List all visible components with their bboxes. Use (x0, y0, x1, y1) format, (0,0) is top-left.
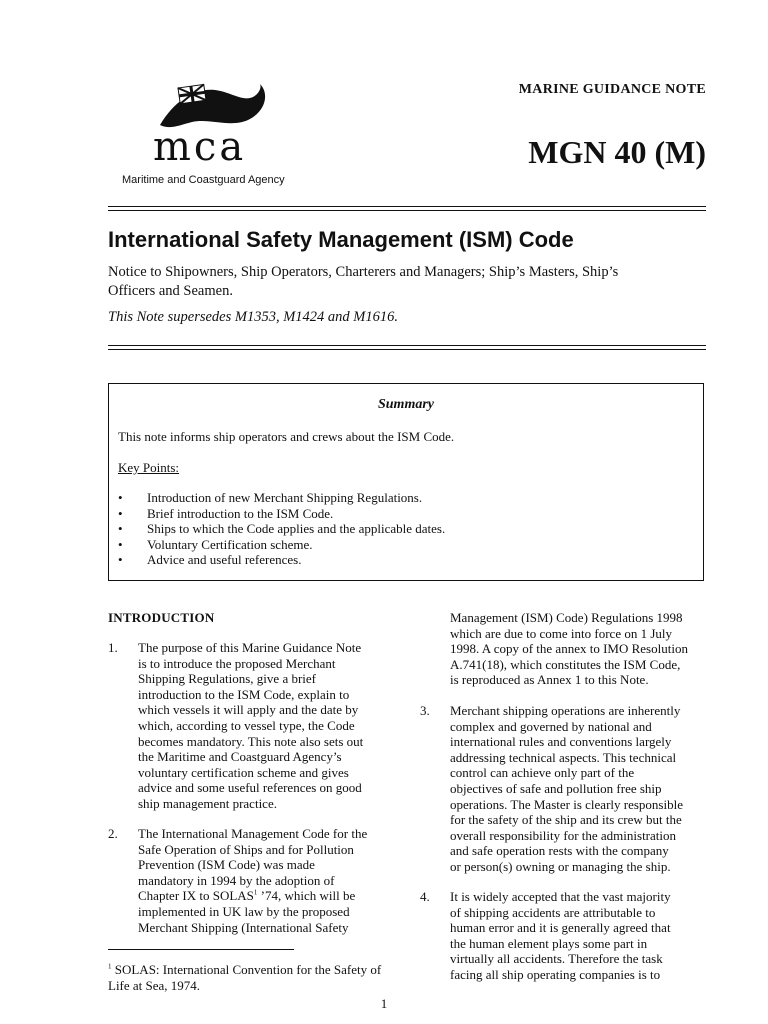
text-line: which are due to come into force on 1 July (450, 625, 673, 641)
paragraph-text (450, 610, 708, 688)
text-fragment: ’74, which will be (257, 888, 356, 904)
key-point-text: Advice and useful references. (147, 552, 302, 567)
text-line: It is widely accepted that the vast majority (450, 889, 671, 904)
key-point-text: Introduction of new Merchant Shipping Regulations. (147, 490, 423, 505)
text-line: becomes mandatory. This note also sets out (138, 733, 364, 749)
section-divider (108, 345, 706, 346)
page-number: 1 (380, 996, 388, 1011)
list-item (118, 506, 445, 522)
paragraph-number: 2. (108, 826, 118, 841)
text-line: which vessels it will apply and the date by (138, 702, 359, 718)
supersedes-note: This Note supersedes M1353, M1424 and M1616. (108, 309, 398, 325)
text-line: international rules and conventions largely (450, 734, 672, 750)
text-line: The International Management Code for the (138, 826, 368, 841)
text-line: Safe Operation of Ships and for Pollution (138, 841, 354, 857)
text-line: for the safety of the ship and its crew but the (450, 812, 682, 828)
text-line: objectives of safe and pollution free ship (450, 780, 662, 796)
text-line: Merchant shipping operations are inherently (450, 703, 681, 718)
bullet: • (118, 552, 123, 567)
bullet: • (118, 490, 123, 505)
summary-box (108, 383, 704, 581)
text-line: operations. The Master is clearly responsible (450, 796, 683, 812)
key-points-label: Key Points: (118, 460, 180, 475)
key-point-text: Ships to which the Code applies and the applicable dates. (147, 521, 446, 536)
logo-wordmark: mca (153, 124, 247, 170)
section-heading: INTRODUCTION (108, 610, 215, 625)
text-line: mandatory in 1994 by the adoption of (138, 872, 335, 888)
mca-logo (120, 80, 320, 192)
text-line: and safe operation rests with the company (450, 843, 669, 859)
text-line: of shipping accidents are attributable to (450, 904, 656, 920)
header-divider (108, 210, 706, 211)
text-line: virtually all accidents. Therefore the task (450, 951, 663, 967)
summary-title: Summary (377, 397, 434, 412)
bullet: • (118, 505, 123, 521)
text-line: is reproduced as Annex 1 to this Note. (450, 672, 649, 688)
header-divider (108, 206, 706, 207)
key-point-text: Voluntary Certification scheme. (147, 536, 313, 552)
section-divider (108, 349, 706, 350)
text-line: is to introduce the proposed Merchant (138, 655, 336, 671)
document-number: MGN 40 (M) (528, 134, 706, 170)
list-item (118, 552, 445, 568)
text-line: Management (ISM) Code) Regulations 1998 (450, 610, 683, 625)
footnote-divider (108, 949, 294, 950)
text-line: control can achieve only part of the (450, 765, 635, 781)
summary-intro: This note informs ship operators and crews about the ISM Code. (118, 429, 455, 444)
text-line: Shipping Regulations, give a brief (138, 671, 317, 687)
text-fragment: Chapter IX to SOLAS (138, 888, 254, 904)
text-line: advice and some useful references on good (138, 780, 362, 796)
text-line: complex and governed by national and (450, 718, 652, 734)
text-line: the Maritime and Coastguard Agency’s (138, 749, 342, 765)
text-line: voluntary certification scheme and gives (138, 764, 349, 780)
page-title: International Safety Management (ISM) Code (108, 227, 574, 252)
key-point-text: Brief introduction to the ISM Code. (147, 505, 334, 521)
text-line (138, 888, 396, 904)
paragraph-text (450, 703, 708, 875)
footnote-marker: 1 (253, 889, 258, 898)
text-line: implemented in UK law by the proposed (138, 903, 350, 919)
agency-name: Maritime and Coastguard Agency (122, 174, 285, 186)
paragraph-number: 3. (420, 703, 430, 718)
text-line: 1998. A copy of the annex to IMO Resolution (450, 641, 688, 657)
footnote-marker: 1 (108, 962, 112, 971)
list-item (118, 490, 445, 506)
bullet: • (118, 521, 123, 536)
key-points-list (118, 490, 445, 568)
text-line: facing all ship operating companies is to (450, 966, 661, 982)
footnote-text: SOLAS: International Convention for the Safety of Life at Sea, 1974. (108, 962, 382, 993)
paragraph-number: 4. (420, 889, 430, 904)
text-line: human error and it is generally agreed that (450, 920, 671, 936)
text-line: Merchant Shipping (International Safety (138, 919, 349, 935)
text-line: the human element plays some part in (450, 935, 648, 951)
notice-audience: Notice to Shipowners, Ship Operators, Charterers and Managers; Ship’s Masters, Ship’s Officers and Seamen. (108, 264, 619, 299)
paragraph-text (138, 826, 396, 935)
footnote (108, 962, 398, 994)
text-line: The purpose of this Marine Guidance Note (138, 640, 362, 655)
text-line: ship management practice. (138, 795, 277, 811)
text-line: overall responsibility for the administration (450, 827, 677, 843)
paragraph-text (450, 889, 708, 983)
text-line: A.741(18), which constitutes the ISM Code, (450, 656, 681, 672)
text-line: which, according to vessel type, the Code (138, 717, 355, 733)
text-line: or person(s) owning or managing the ship. (450, 858, 671, 874)
guidance-note-label: MARINE GUIDANCE NOTE (518, 82, 706, 97)
text-line: Prevention (ISM Code) was made (138, 857, 315, 873)
list-item (118, 537, 445, 553)
paragraph-text (138, 640, 396, 812)
text-line: introduction to the ISM Code, explain to (138, 686, 350, 702)
list-item (118, 521, 445, 537)
text-line: addressing technical aspects. This technical (450, 749, 677, 765)
bullet: • (118, 536, 123, 552)
paragraph-number: 1. (108, 640, 118, 655)
